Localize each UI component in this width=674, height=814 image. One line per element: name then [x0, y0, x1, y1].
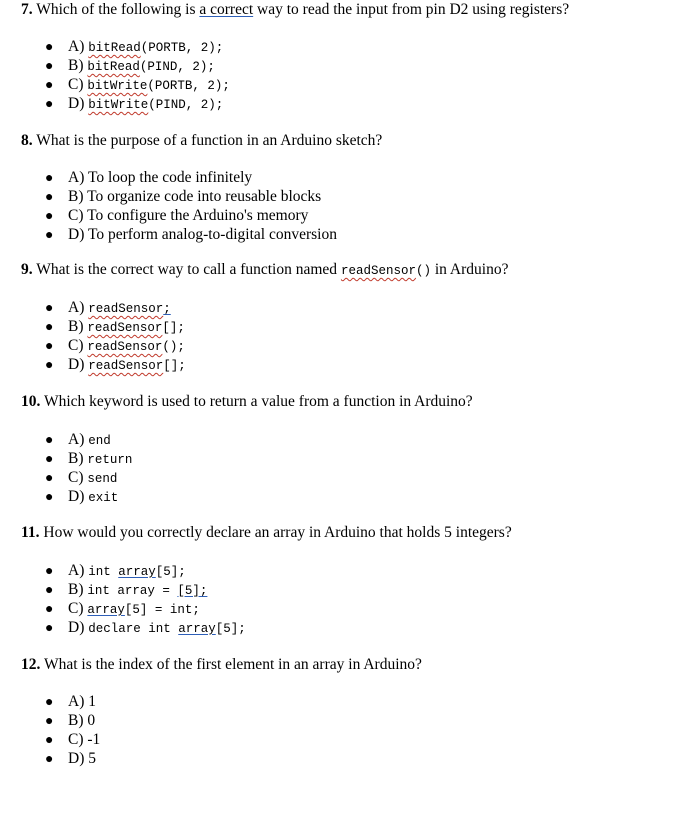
question-8 [21, 132, 382, 150]
option-letter: B) [68, 450, 84, 467]
option-letter: A) [68, 431, 85, 448]
bullet-icon: ● [45, 490, 54, 505]
bullet-icon: ● [45, 190, 54, 205]
q11-option-d [45, 618, 246, 637]
option-code: bitWrite [88, 98, 149, 112]
option-code: send [87, 472, 118, 486]
question-text: way to read the input from pin D2 using registers? [253, 1, 570, 18]
option-letter: A) [68, 38, 85, 55]
question-link-text: a correct [199, 1, 254, 18]
q8-option-b [45, 187, 321, 206]
option-letter: B) [68, 581, 84, 598]
option-code: (PORTB, 2); [140, 41, 224, 55]
q12-option-b [45, 711, 95, 730]
bullet-icon: ● [45, 40, 54, 55]
q10-option-d [45, 487, 118, 506]
option-code: bitRead [88, 41, 141, 55]
option-letter: C) [68, 207, 84, 224]
option-code: readSensor [88, 359, 164, 373]
q9-option-a [45, 298, 171, 317]
option-code: array [118, 565, 156, 579]
q12-option-a [45, 692, 96, 711]
q10-option-b [45, 449, 132, 468]
option-code: [5]; [177, 584, 208, 598]
option-letter: C) [68, 337, 84, 354]
option-code: [5]; [155, 565, 186, 579]
option-code: return [87, 453, 133, 467]
option-code: []; [162, 321, 185, 335]
option-code: array [178, 622, 216, 636]
question-text: What is the correct way to call a function named [32, 261, 341, 278]
q8-option-c [45, 206, 308, 225]
question-number: 8. [21, 132, 33, 149]
question-text: Which keyword is used to return a value from a function in Arduino? [40, 393, 473, 410]
question-number: 7. [21, 1, 33, 18]
question-text: What is the index of the first element in an array in Arduino? [40, 656, 422, 673]
bullet-icon: ● [45, 209, 54, 224]
option-text: To organize code into reusable blocks [87, 188, 322, 205]
bullet-icon: ● [45, 695, 54, 710]
bullet-icon: ● [45, 358, 54, 373]
option-code: array [87, 603, 125, 617]
option-text: 0 [87, 712, 96, 729]
option-letter: D) [68, 356, 85, 373]
option-code: int [88, 565, 119, 579]
question-code: readSensor [340, 264, 416, 278]
option-letter: C) [68, 600, 84, 617]
option-code: end [88, 434, 111, 448]
option-text: To loop the code infinitely [87, 169, 253, 186]
option-code: [5] = int; [124, 603, 200, 617]
q7-option-d [45, 94, 223, 113]
option-text: 1 [88, 693, 96, 710]
bullet-icon: ● [45, 320, 54, 335]
option-letter: A) [68, 169, 85, 186]
option-letter: A) [68, 693, 85, 710]
option-code: exit [88, 491, 119, 505]
option-code: (PIND, 2); [148, 98, 224, 112]
option-code: []; [163, 359, 186, 373]
q11-option-b [45, 580, 207, 599]
q12-option-d [45, 749, 96, 768]
option-letter: B) [68, 188, 84, 205]
bullet-icon: ● [45, 78, 54, 93]
question-text: in Arduino? [430, 261, 509, 278]
q12-option-c [45, 730, 100, 749]
question-11 [21, 524, 512, 542]
question-7 [21, 1, 569, 19]
q9-option-c [45, 336, 185, 355]
bullet-icon: ● [45, 714, 54, 729]
option-letter: C) [68, 76, 84, 93]
option-letter: C) [68, 731, 84, 748]
option-letter: A) [68, 562, 85, 579]
question-10 [21, 393, 473, 411]
bullet-icon: ● [45, 171, 54, 186]
bullet-icon: ● [45, 471, 54, 486]
bullet-icon: ● [45, 733, 54, 748]
bullet-icon: ● [45, 621, 54, 636]
option-letter: B) [68, 57, 84, 74]
q9-option-b [45, 317, 185, 336]
question-text: What is the purpose of a function in an Arduino sketch? [32, 132, 383, 149]
option-code: readSensor [88, 302, 164, 316]
option-letter: C) [68, 469, 84, 486]
q10-option-a [45, 430, 111, 449]
option-letter: B) [68, 318, 84, 335]
bullet-icon: ● [45, 228, 54, 243]
bullet-icon: ● [45, 752, 54, 767]
question-text: How would you correctly declare an array in Arduino that holds 5 integers? [39, 524, 512, 541]
option-letter: B) [68, 712, 84, 729]
option-code: [5]; [215, 622, 246, 636]
question-number: 10. [21, 393, 41, 410]
q11-option-a [45, 561, 186, 580]
q9-option-d [45, 355, 186, 374]
question-12 [21, 656, 422, 674]
option-code: (); [162, 340, 185, 354]
bullet-icon: ● [45, 452, 54, 467]
bullet-icon: ● [45, 583, 54, 598]
option-text: -1 [87, 731, 101, 748]
option-letter: D) [68, 750, 85, 767]
option-code: (PORTB, 2); [147, 79, 230, 93]
bullet-icon: ● [45, 564, 54, 579]
option-text: To perform analog-to-digital conversion [87, 226, 337, 243]
option-text: To configure the Arduino's memory [87, 207, 309, 224]
option-letter: D) [68, 95, 85, 112]
option-code: declare int [88, 622, 179, 636]
q8-option-a [45, 168, 252, 187]
q7-option-b [45, 56, 215, 75]
q7-option-a [45, 37, 223, 56]
q11-option-c [45, 599, 200, 618]
question-text: Which of the following is [32, 1, 200, 18]
q10-option-c [45, 468, 117, 487]
option-code: int array = [87, 584, 178, 598]
bullet-icon: ● [45, 59, 54, 74]
q7-option-c [45, 75, 230, 94]
question-number: 9. [21, 261, 33, 278]
bullet-icon: ● [45, 602, 54, 617]
option-code: ; [163, 302, 171, 316]
q8-option-d [45, 225, 337, 244]
option-letter: D) [68, 619, 85, 636]
option-code: readSensor [87, 340, 163, 354]
bullet-icon: ● [45, 97, 54, 112]
question-number: 11. [21, 524, 40, 541]
question-code: () [415, 264, 431, 278]
option-text: 5 [88, 750, 96, 767]
bullet-icon: ● [45, 301, 54, 316]
option-code: (PIND, 2); [139, 60, 215, 74]
option-code: readSensor [87, 321, 163, 335]
question-9 [21, 261, 508, 279]
option-letter: D) [68, 226, 85, 243]
bullet-icon: ● [45, 433, 54, 448]
bullet-icon: ● [45, 339, 54, 354]
question-number: 12. [21, 656, 41, 673]
option-code: bitRead [87, 60, 140, 74]
option-letter: D) [68, 488, 85, 505]
option-letter: A) [68, 299, 85, 316]
option-code: bitWrite [87, 79, 148, 93]
